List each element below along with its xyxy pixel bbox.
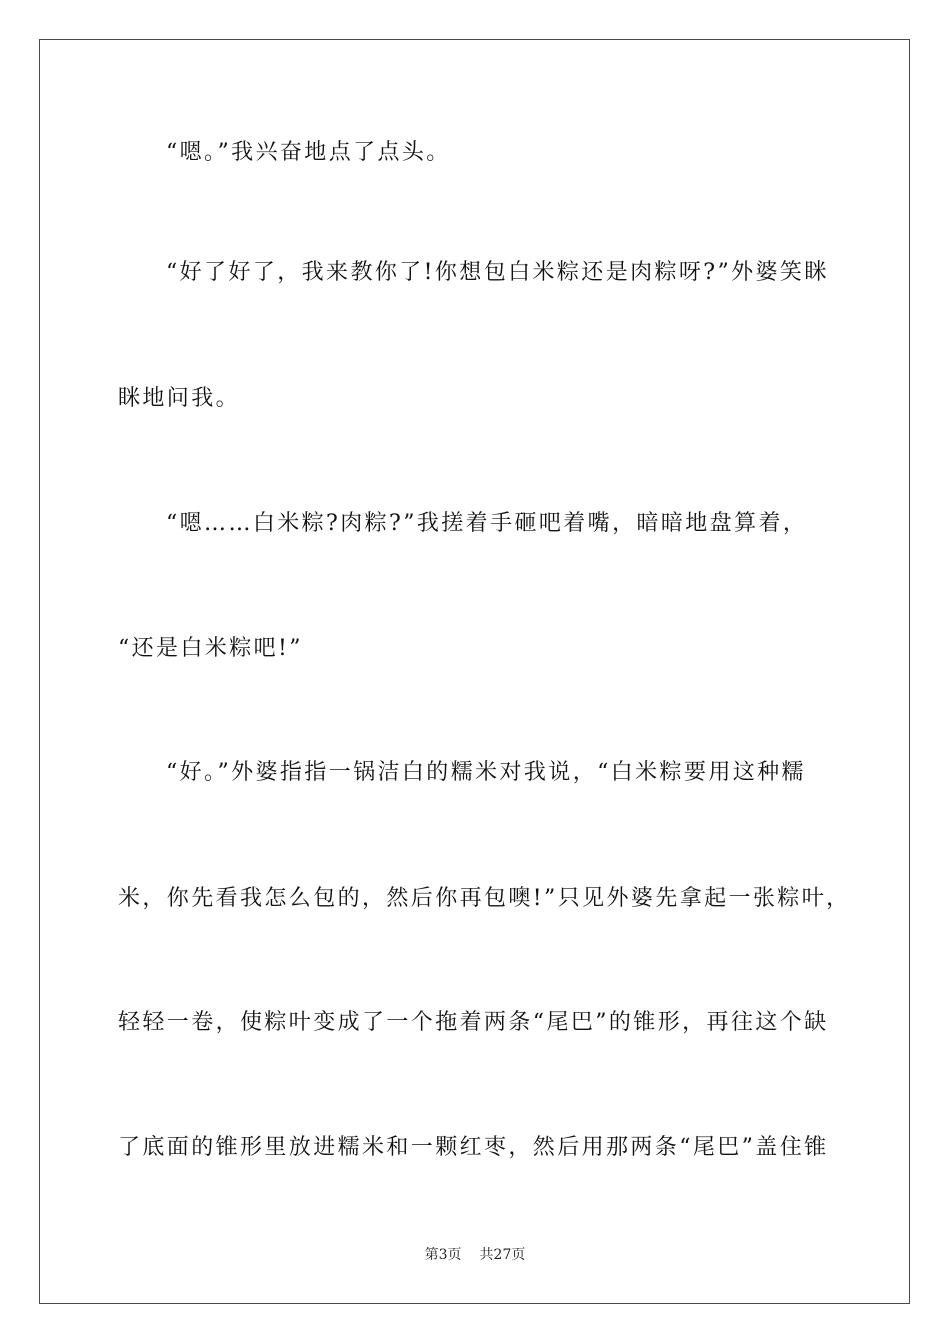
paragraph-2-line-1: “好了好了，我来教你了!你想包白米粽还是肉粽呀?”外婆笑眯: [166, 260, 829, 285]
paragraph-4-line-3: 轻轻一卷，使粽叶变成了一个拖着两条“尾巴”的锥形，再往这个缺: [118, 1010, 829, 1035]
page-footer: [0, 1246, 950, 1264]
page-border: [39, 39, 910, 1304]
page-total: 共27页: [479, 1247, 526, 1263]
paragraph-2-line-2: 眯地问我。: [118, 386, 241, 411]
paragraph-4-line-1: “好。”外婆指指一锅洁白的糯米对我说，“白米粽要用这种糯: [166, 760, 806, 785]
page-number: 第3页: [424, 1247, 462, 1263]
paragraph-4-line-4: 了底面的锥形里放进糯米和一颗红枣，然后用那两条“尾巴”盖住锥: [118, 1135, 829, 1160]
paragraph-4-line-2: 米，你先看我怎么包的，然后你再包噢!”只见外婆先拿起一张粽叶，: [118, 886, 851, 911]
paragraph-3-line-2: “还是白米粽吧!”: [118, 636, 303, 661]
paragraph-1-line-1: “嗯。”我兴奋地点了点头。: [166, 140, 451, 165]
paragraph-3-line-1: “嗯……白米粽?肉粽?”我搓着手砸吧着嘴，暗暗地盘算着，: [166, 511, 808, 536]
